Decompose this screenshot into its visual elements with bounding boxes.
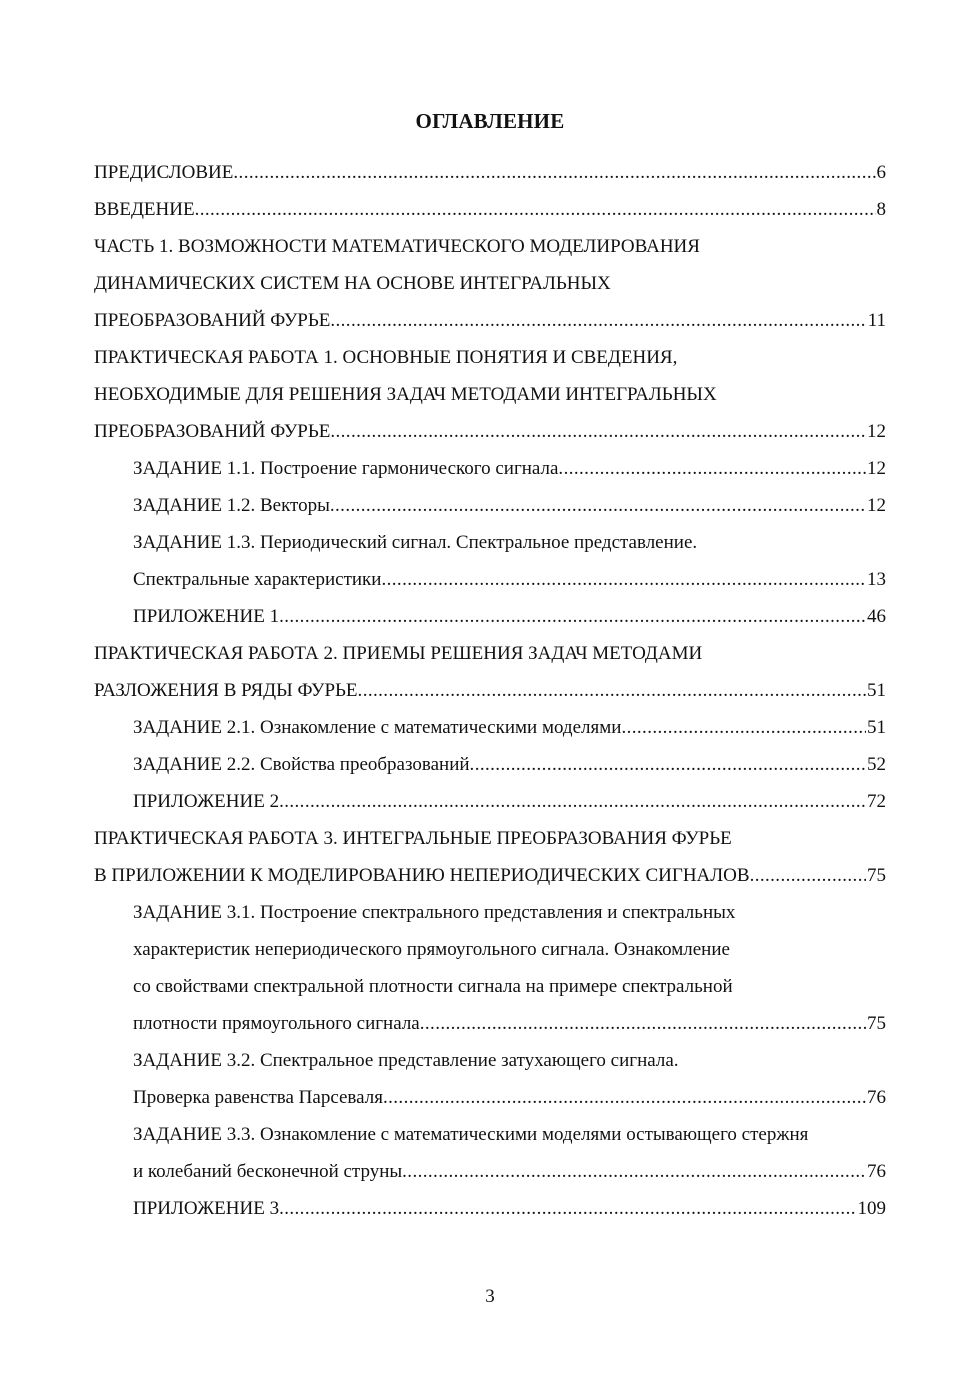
toc-entry-last-line — [94, 191, 886, 228]
dot-leader — [279, 783, 866, 820]
toc-entry-title: ПРЕОБРАЗОВАНИЙ ФУРЬЕ — [94, 310, 331, 331]
toc-entry-last-line — [133, 561, 886, 598]
toc-entry-title: ПРИЛОЖЕНИЕ 3 — [133, 1198, 280, 1219]
toc-subsection-entry[interactable] — [94, 746, 886, 783]
toc-entry-line: НЕОБХОДИМЫЕ ДЛЯ РЕШЕНИЯ ЗАДАЧ МЕТОДАМИ ИНТЕГРАЛЬНЫХ — [94, 384, 717, 405]
toc-page-number: 13 — [867, 569, 886, 590]
dot-leader — [558, 450, 866, 487]
toc-entry-last-line — [94, 672, 886, 709]
toc-page-number: 51 — [867, 717, 886, 738]
toc-entry-title: ПРИЛОЖЕНИЕ 2 — [133, 791, 280, 812]
toc-section-entry[interactable] — [94, 820, 886, 894]
toc-entry-line: ПРАКТИЧЕСКАЯ РАБОТА 3. ИНТЕГРАЛЬНЫЕ ПРЕОБРАЗОВАНИЯ ФУРЬЕ — [94, 828, 732, 849]
dot-leader — [420, 1005, 866, 1042]
toc-entry-last-line — [133, 783, 886, 820]
toc-entry-line: ПРАКТИЧЕСКАЯ РАБОТА 2. ПРИЕМЫ РЕШЕНИЯ ЗАДАЧ МЕТОДАМИ — [94, 643, 703, 664]
toc-entry-line: ДИНАМИЧЕСКИХ СИСТЕМ НА ОСНОВЕ ИНТЕГРАЛЬНЫХ — [94, 273, 611, 294]
toc-entry-title: и колебаний бесконечной струны — [133, 1161, 403, 1182]
toc-subsection-entry[interactable] — [94, 1190, 886, 1227]
toc-entry-last-line — [94, 154, 886, 191]
toc-entry-last-line — [94, 413, 886, 450]
dot-leader — [381, 561, 866, 598]
dot-leader — [279, 598, 866, 635]
toc-page-number: 11 — [867, 310, 886, 331]
toc-entry-last-line — [133, 450, 886, 487]
toc-entry-line: ПРАКТИЧЕСКАЯ РАБОТА 1. ОСНОВНЫЕ ПОНЯТИЯ И СВЕДЕНИЯ, — [94, 347, 678, 368]
toc-entry-last-line — [94, 302, 886, 339]
dot-leader — [279, 1190, 856, 1227]
toc-page-number: 51 — [867, 680, 886, 701]
toc-page-number: 76 — [867, 1087, 886, 1108]
toc-entry-last-line — [133, 1190, 886, 1227]
toc-section-entry[interactable] — [94, 339, 886, 450]
toc-entry-last-line — [133, 487, 886, 524]
toc-entry-title: ВВЕДЕНИЕ — [94, 199, 195, 220]
toc-entry-line: ЗАДАНИЕ 3.1. Построение спектрального представления и спектральных — [133, 902, 736, 923]
dot-leader — [750, 857, 866, 894]
toc-entry-line: характеристик непериодического прямоугольного сигнала. Ознакомление — [133, 939, 730, 960]
toc-page-number: 12 — [867, 495, 886, 516]
toc-page-number: 109 — [857, 1198, 886, 1219]
dot-leader — [402, 1153, 866, 1190]
toc-entry-last-line — [133, 598, 886, 635]
toc-subsection-entry[interactable] — [94, 709, 886, 746]
toc-section-entry[interactable] — [94, 228, 886, 339]
toc-entry-line: ЗАДАНИЕ 3.2. Спектральное представление затухающего сигнала. — [133, 1050, 679, 1071]
toc-entry-title: РАЗЛОЖЕНИЯ В РЯДЫ ФУРЬЕ — [94, 680, 358, 701]
toc-subsection-entry[interactable] — [94, 524, 886, 598]
toc-page-number: 6 — [876, 162, 886, 183]
dot-leader — [383, 1079, 866, 1116]
dot-leader — [233, 154, 875, 191]
toc-subsection-entry[interactable] — [94, 487, 886, 524]
toc-entry-last-line — [133, 1153, 886, 1190]
toc-entry-line: ЗАДАНИЕ 3.3. Ознакомление с математическими моделями остывающего стержня — [133, 1124, 809, 1145]
toc-subsection-entry[interactable] — [94, 783, 886, 820]
toc-page-number: 12 — [867, 421, 886, 442]
toc-subsection-entry[interactable] — [94, 450, 886, 487]
dot-leader — [358, 672, 866, 709]
toc-subsection-entry[interactable] — [94, 894, 886, 1042]
toc-entry-title: ПРЕДИСЛОВИЕ — [94, 162, 234, 183]
toc-subsection-entry[interactable] — [94, 1042, 886, 1116]
toc-entry-last-line — [94, 857, 886, 894]
toc-subsection-entry[interactable] — [94, 598, 886, 635]
dot-leader — [330, 302, 866, 339]
dot-leader — [621, 709, 866, 746]
toc-page-number: 8 — [876, 199, 886, 220]
dot-leader — [470, 746, 866, 783]
toc-entry-title: ЗАДАНИЕ 1.2. Векторы — [133, 495, 330, 516]
dot-leader — [330, 413, 866, 450]
toc-section-entry[interactable] — [94, 154, 886, 191]
toc-page-number: 52 — [867, 754, 886, 775]
toc-entry-line: со свойствами спектральной плотности сигнала на примере спектральной — [133, 976, 733, 997]
toc-page-number: 75 — [867, 1013, 886, 1034]
toc-entry-line: ЧАСТЬ 1. ВОЗМОЖНОСТИ МАТЕМАТИЧЕСКОГО МОДЕЛИРОВАНИЯ — [94, 236, 700, 257]
toc-entry-last-line — [133, 1079, 886, 1116]
toc-page-number: 72 — [867, 791, 886, 812]
page-number: 3 — [485, 1286, 495, 1307]
toc-section-entry[interactable] — [94, 191, 886, 228]
toc-entry-title: Спектральные характеристики — [133, 569, 382, 590]
toc-entry-last-line — [133, 709, 886, 746]
dot-leader — [195, 191, 876, 228]
toc-entry-title: Проверка равенства Парсеваля — [133, 1087, 383, 1108]
toc-entry-last-line — [133, 1005, 886, 1042]
toc-page-number: 46 — [867, 606, 886, 627]
toc-section-entry[interactable] — [94, 635, 886, 709]
toc-entry-title: В ПРИЛОЖЕНИИ К МОДЕЛИРОВАНИЮ НЕПЕРИОДИЧЕСКИХ СИГНАЛОВ — [94, 865, 750, 886]
toc-entry-title: ПРИЛОЖЕНИЕ 1 — [133, 606, 280, 627]
toc-entry-title: ЗАДАНИЕ 2.1. Ознакомление с математическими моделями — [133, 717, 622, 738]
toc-entry-line: ЗАДАНИЕ 1.3. Периодический сигнал. Спектральное представление. — [133, 532, 698, 553]
table-of-contents — [94, 154, 886, 1227]
toc-entry-title: ПРЕОБРАЗОВАНИЙ ФУРЬЕ — [94, 421, 331, 442]
toc-page-number: 76 — [867, 1161, 886, 1182]
dot-leader — [330, 487, 866, 524]
toc-entry-title: ЗАДАНИЕ 2.2. Свойства преобразований — [133, 754, 470, 775]
toc-subsection-entry[interactable] — [94, 1116, 886, 1190]
toc-page-number: 75 — [867, 865, 886, 886]
toc-entry-title: ЗАДАНИЕ 1.1. Построение гармонического сигнала — [133, 458, 559, 479]
toc-entry-title: плотности прямоугольного сигнала — [133, 1013, 420, 1034]
toc-page-number: 12 — [867, 458, 886, 479]
page-title: ОГЛАВЛЕНИЕ — [415, 109, 565, 134]
toc-entry-last-line — [133, 746, 886, 783]
